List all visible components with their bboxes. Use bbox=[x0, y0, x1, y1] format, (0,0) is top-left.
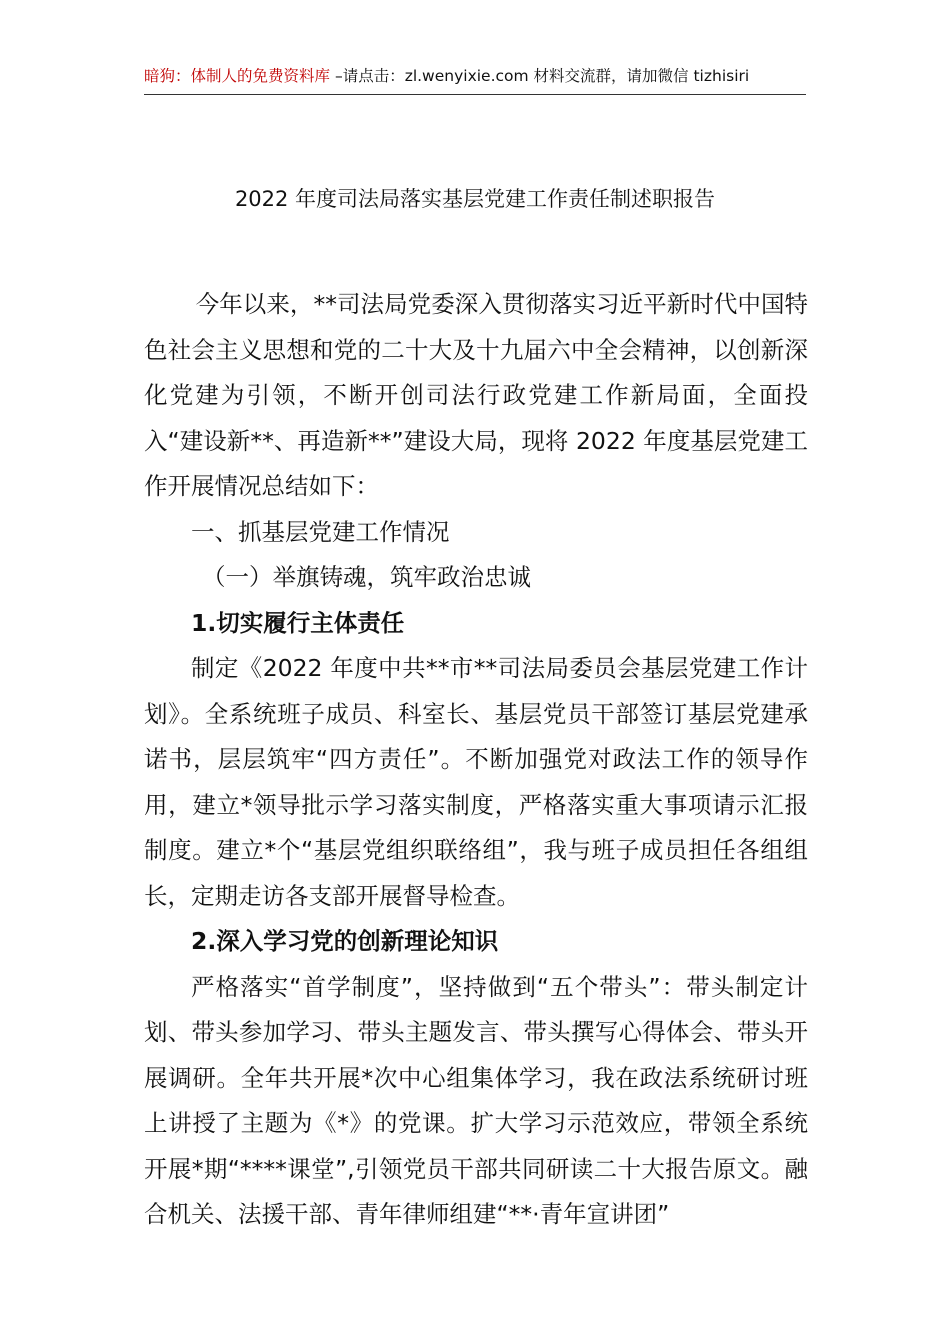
document-body bbox=[144, 282, 808, 1238]
document-title: 2022 年度司法局落实基层党建工作责任制述职报告 bbox=[234, 187, 716, 211]
header-brand-link[interactable]: 暗狗：体制人的免费资料库 bbox=[144, 67, 331, 85]
section-heading: 一、抓基层党建工作情况 bbox=[191, 517, 450, 546]
item-2-heading: 2.深入学习党的创新理论知识 bbox=[191, 927, 499, 955]
item-1-paragraph: 制定《2022 年度中共**市**司法局委员会基层党建工作计划》。全系统班子成员、科室长、基层党员干部签订基层党建承诺书，层层筑牢“四方责任”。不断加强党对政法工作的领导作用，建立*领导批示学习落实制度，严格落实重大事项请示汇报制度。建立*个“基层党组织联络组”，我与班子成员担任各组组长，定期走访各支部开展督导检查。 bbox=[144, 654, 808, 910]
header-contact-text: –请点击：zl.wenyixie.com 材料交流群，请加微信 tizhisiri bbox=[330, 67, 750, 85]
subsection-heading: （一）举旗铸魂，筑牢政治忠诚 bbox=[202, 563, 531, 591]
item-1-heading: 1.切实履行主体责任 bbox=[191, 608, 405, 637]
intro-paragraph: 今年以来，**司法局党委深入贯彻落实习近平新时代中国特色社会主义思想和党的二十大及十九届六中全会精神，以创新深化党建为引领，不断开创司法行政党建工作新局面，全面投入“建设新**、再造新**”建设大局，现将 2022 年度基层党建工作开展情况总结如下： bbox=[144, 290, 808, 500]
header-divider bbox=[144, 94, 806, 95]
watermark-header bbox=[144, 66, 806, 86]
item-2-paragraph: 严格落实“首学制度”，坚持做到“五个带头”：带头制定计划、带头参加学习、带头主题发言、带头撰写心得体会、带头开展调研。全年共开展*次中心组集体学习，我在政法系统研讨班上讲授了主题为《*》的党课。扩大学习示范效应，带领全系统开展*期“****课堂”,引领党员干部共同研读二十大报告原文。融合机关、法援干部、青年律师组建“**·青年宣讲团” bbox=[144, 972, 808, 1228]
